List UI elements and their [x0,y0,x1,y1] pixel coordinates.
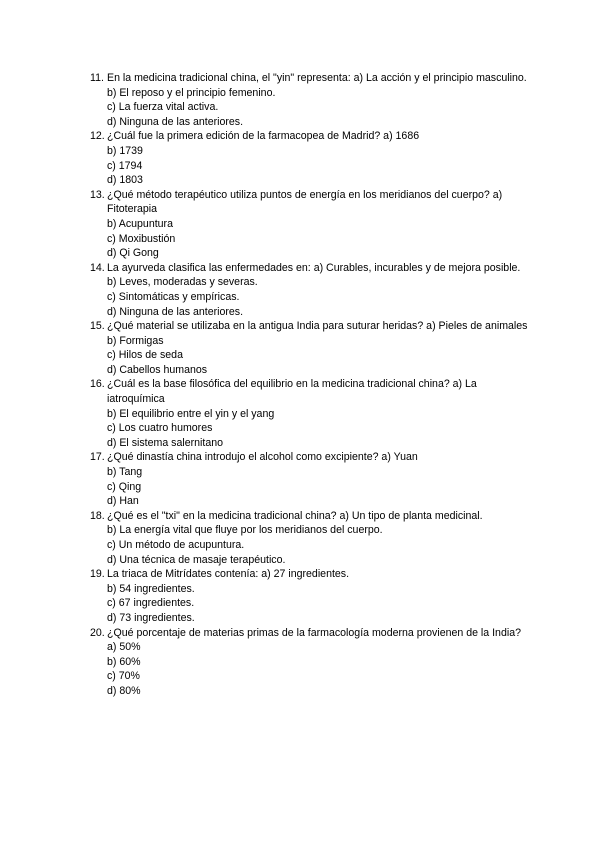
answer-option: b) La energía vital que fluye por los meridianos del cuerpo. [107,524,383,537]
question-list [90,71,530,699]
question-number: 20. [90,626,105,639]
answer-option: d) 80% [107,684,141,697]
question-text: ¿Qué es el "txi" en la medicina tradicional china? a) Un tipo de planta medicinal. [107,509,483,522]
question-item [90,71,530,129]
question-item [90,626,530,699]
question-text: La triaca de Mitrídates contenía: a) 27 ingredientes. [107,568,350,581]
answer-option: d) 1803 [107,174,143,187]
answer-option: b) Formigas [107,334,164,347]
answer-option: c) La fuerza vital activa. [107,101,219,114]
question-item [90,261,530,319]
answer-option: c) 67 ingredientes. [107,597,195,610]
answer-option: d) Ninguna de las anteriores. [107,305,244,318]
question-number: 18. [90,509,105,522]
question-text: ¿Cuál fue la primera edición de la farmacopea de Madrid? a) 1686 [107,130,420,143]
question-item [90,188,530,261]
question-text: ¿Qué método terapéutico utiliza puntos de energía en los meridianos del cuerpo? a) Fitoterapia [107,188,503,216]
question-text: La ayurveda clasifica las enfermedades en: a) Curables, incurables y de mejora posible. [107,261,521,274]
question-number: 14. [90,261,105,274]
answer-option: b) 54 ingredientes. [107,582,195,595]
answer-option: c) Hilos de seda [107,349,183,362]
question-item [90,450,530,508]
question-item [90,319,530,377]
question-number: 12. [90,130,105,143]
answer-option: b) Acupuntura [107,217,173,230]
answer-option: b) El reposo y el principio femenino. [107,86,276,99]
answer-option: c) Un método de acupuntura. [107,539,245,551]
answer-option: c) Moxibustión [107,232,176,245]
answer-option: d) Ninguna de las anteriores. [107,115,244,128]
answer-option: b) 60% [107,655,141,668]
question-number: 19. [90,568,105,581]
answer-option: d) Una técnica de masaje terapéutico. [107,553,286,566]
answer-option: c) 70% [107,670,140,683]
answer-option: d) El sistema salernitano [107,436,223,449]
answer-option: c) Los cuatro humores [107,422,213,435]
question-item [90,567,530,625]
question-number: 13. [90,188,105,201]
answer-option: d) Cabellos humanos [107,363,208,376]
question-number: 11. [90,72,104,84]
answer-option: c) Qing [107,480,142,493]
question-text: ¿Qué porcentaje de materias primas de la farmacología moderna provienen de la India? a) 50% [107,626,521,654]
answer-option: d) Qi Gong [107,247,159,260]
question-number: 17. [90,451,105,464]
answer-option: b) Leves, moderadas y severas. [107,276,258,289]
answer-option: b) Tang [107,466,143,479]
answer-option: d) Han [107,495,139,508]
question-text: ¿Qué material se utilizaba en la antigua India para suturar heridas? a) Pieles de animales [107,320,528,333]
question-text: ¿Qué dinastía china introdujo el alcohol como excipiente? a) Yuan [107,451,418,464]
answer-option: b) 1739 [107,144,143,157]
answer-option: c) Sintomáticas y empíricas. [107,290,240,303]
answer-option: d) 73 ingredientes. [107,611,195,624]
question-number: 15. [90,320,105,333]
question-text: En la medicina tradicional china, el "yin" representa: a) La acción y el principio masculino. [107,72,527,84]
question-text: ¿Cuál es la base filosófica del equilibrio en la medicina tradicional china? a) La iatroquímica [107,378,477,406]
answer-option: b) El equilibrio entre el yin y el yang [107,407,275,420]
question-item [90,129,530,187]
question-item [90,377,530,450]
question-item [90,509,530,567]
answer-option: c) 1794 [107,159,143,172]
question-number: 16. [90,378,105,391]
